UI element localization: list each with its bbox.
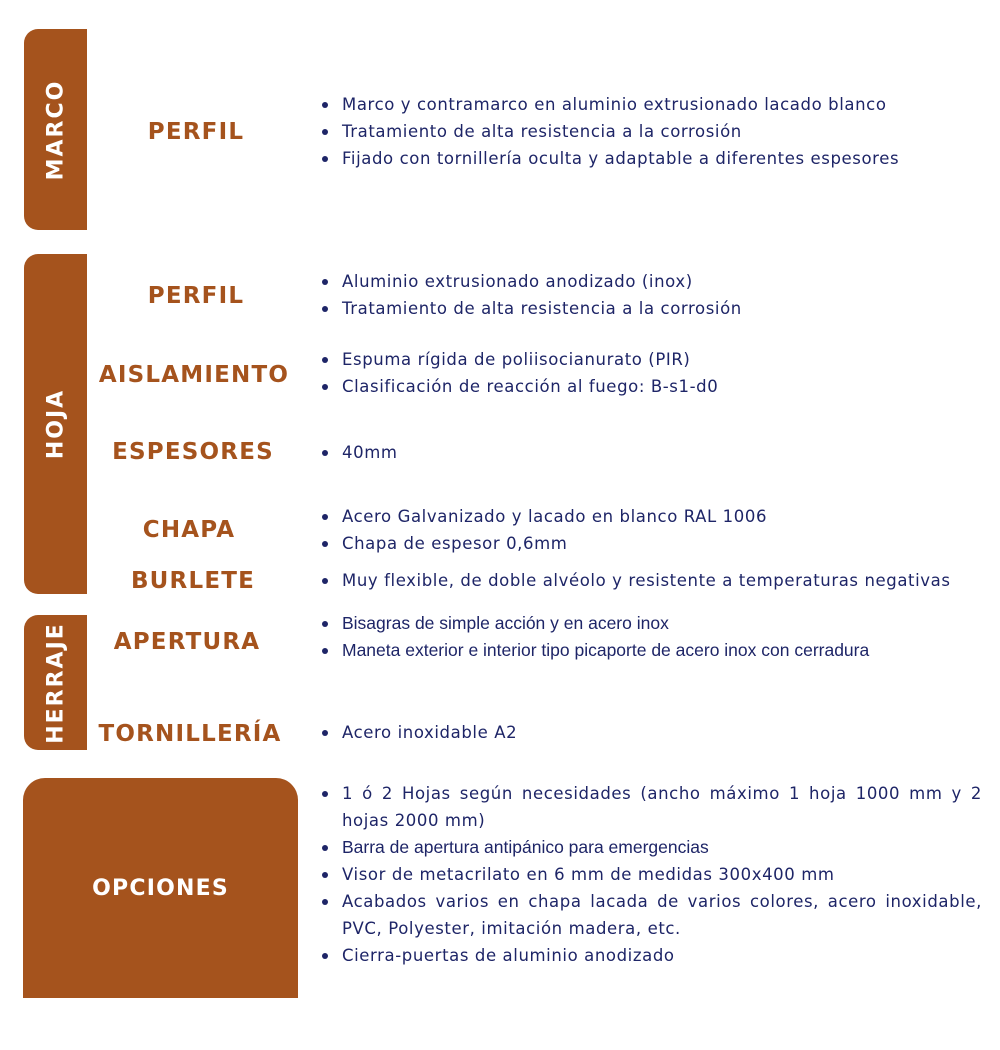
hoja-perfil-list (320, 268, 982, 322)
hoja-tab-label: HOJA (43, 388, 68, 460)
list-item: Tratamiento de alta resistencia a la corrosión (320, 295, 982, 322)
list-item: Chapa de espesor 0,6mm (320, 530, 982, 557)
espesores-label: ESPESORES (112, 439, 274, 465)
list-item: Maneta exterior e interior tipo picaporte de acero inox con cerradura (320, 637, 982, 664)
espesores-list (320, 439, 982, 466)
tornilleria-label: TORNILLERÍA (98, 721, 282, 747)
list-item: Marco y contramarco en aluminio extrusionado lacado blanco (320, 91, 982, 118)
herraje-tab (24, 615, 87, 750)
list-item: 1 ó 2 Hojas según necesidades (ancho máximo 1 hoja 1000 mm y 2 hojas 2000 mm) (320, 780, 982, 834)
burlete-list (320, 567, 982, 594)
list-item: Visor de metacrilato en 6 mm de medidas 300x400 mm (320, 861, 982, 888)
list-item: Muy flexible, de doble alvéolo y resistente a temperaturas negativas (320, 567, 982, 594)
list-item: Barra de apertura antipánico para emergencias (320, 834, 982, 861)
chapa-label: CHAPA (142, 517, 236, 543)
marco-perfil-label: PERFIL (147, 119, 245, 145)
opciones-label: OPCIONES (92, 876, 229, 901)
burlete-label: BURLETE (130, 568, 256, 594)
list-item: Aluminio extrusionado anodizado (inox) (320, 268, 982, 295)
list-item: Tratamiento de alta resistencia a la corrosión (320, 118, 982, 145)
opciones-list (320, 780, 982, 969)
marco-tab (24, 29, 87, 230)
apertura-label: APERTURA (113, 629, 261, 655)
apertura-list (320, 610, 982, 664)
hoja-perfil-label: PERFIL (147, 283, 245, 309)
list-item: 40mm (320, 439, 982, 466)
herraje-tab-label: HERRAJE (43, 621, 68, 744)
aislamiento-list (320, 346, 982, 400)
aislamiento-label: AISLAMIENTO (98, 362, 290, 388)
list-item: Espuma rígida de poliisocianurato (PIR) (320, 346, 982, 373)
list-item: Acero Galvanizado y lacado en blanco RAL 1006 (320, 503, 982, 530)
opciones-box (23, 778, 298, 998)
marco-tab-label: MARCO (43, 79, 68, 180)
list-item: Acero inoxidable A2 (320, 719, 982, 746)
tornilleria-list (320, 719, 982, 746)
list-item: Clasificación de reacción al fuego: B-s1-d0 (320, 373, 982, 400)
list-item: Acabados varios en chapa lacada de varios colores, acero inoxidable, PVC, Polyester, imitación madera, etc. (320, 888, 982, 942)
hoja-tab (24, 254, 87, 594)
list-item: Cierra-puertas de aluminio anodizado (320, 942, 982, 969)
chapa-list (320, 503, 982, 557)
list-item: Bisagras de simple acción y en acero inox (320, 610, 982, 637)
list-item: Fijado con tornillería oculta y adaptable a diferentes espesores (320, 145, 982, 172)
marco-perfil-list (320, 91, 982, 172)
